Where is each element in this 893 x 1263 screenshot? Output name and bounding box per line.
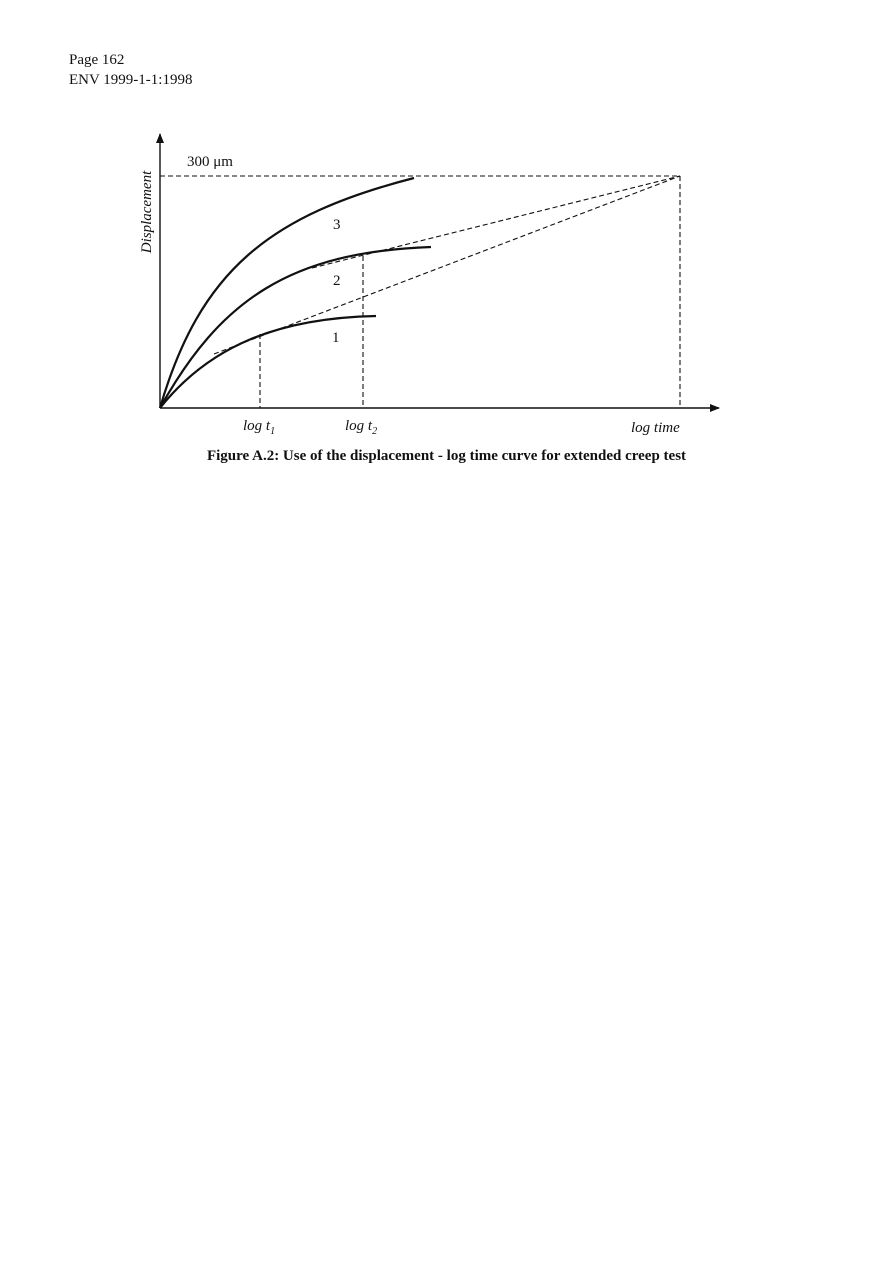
creep-diagram (0, 0, 893, 480)
curve-label-1: 1 (332, 330, 340, 346)
top-value-label: 300 μm (187, 154, 233, 170)
y-axis-label: Displacement (139, 170, 155, 254)
x-tick-log-t2: $\log t_2$ (345, 418, 378, 437)
figure-a2 (0, 0, 893, 480)
x-end-label: log time (631, 420, 680, 436)
page-number: Page 162 (69, 52, 125, 68)
tangent-line-curve-2 (312, 176, 680, 268)
x-tick-log-t1: $\log t_1$ (243, 418, 276, 437)
figure-caption: Figure A.2: Use of the displacement - log time curve for extended creep test (206, 448, 687, 464)
curve-3 (160, 178, 414, 408)
standard-reference: ENV 1999-1-1:1998 (69, 72, 193, 88)
curve-label-2: 2 (333, 273, 341, 289)
curve-label-3: 3 (333, 217, 341, 233)
curve-1 (160, 316, 376, 408)
curve-2 (160, 247, 431, 408)
